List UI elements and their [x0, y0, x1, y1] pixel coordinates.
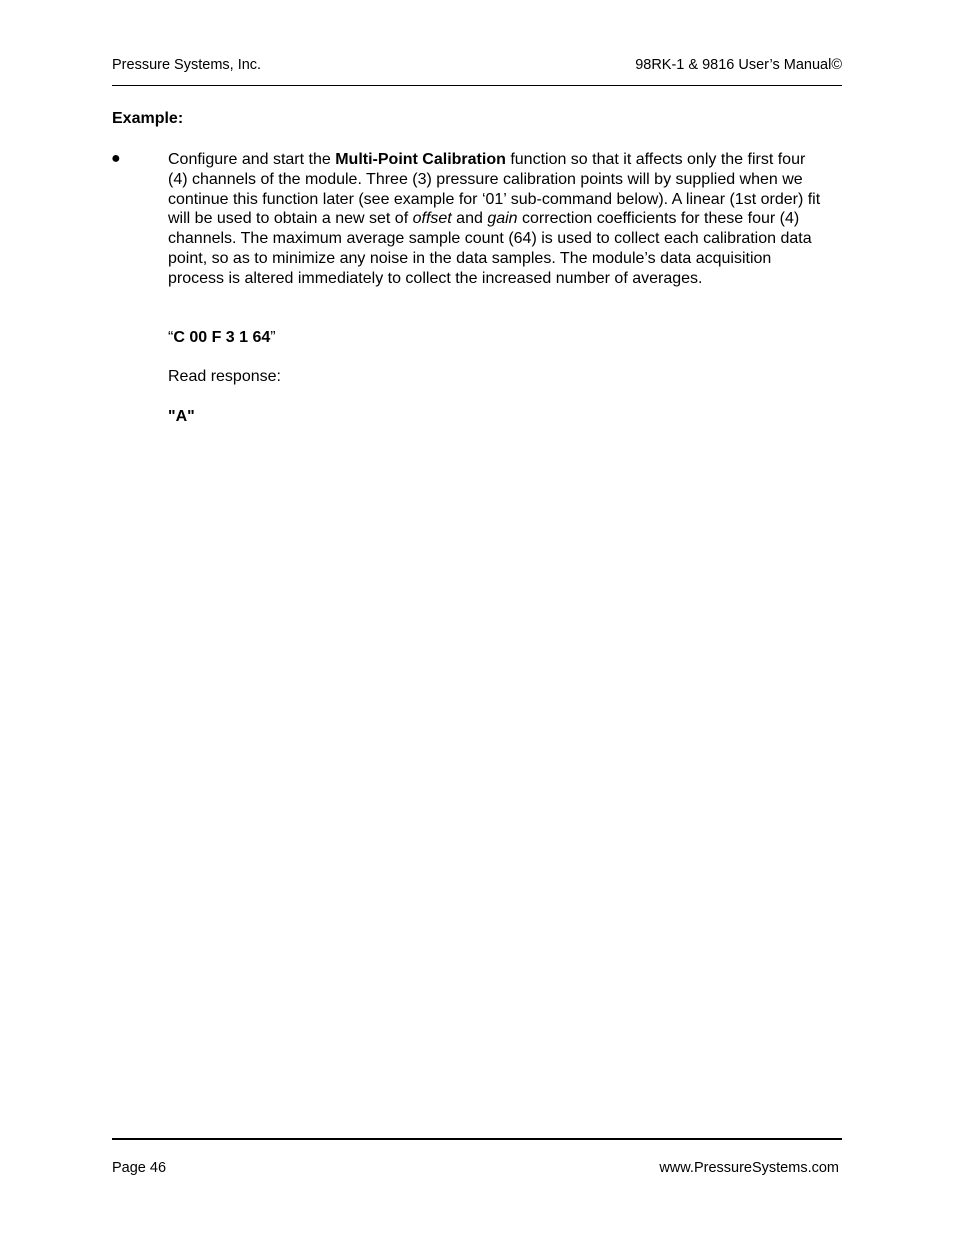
page-header	[112, 55, 842, 86]
para-text-1: Configure and start the	[168, 151, 336, 168]
para-text-2: function so that it affects only the first four (4) channels of the module. Three (3) pressure calibration points will by supplied when we continue this function later (see example for ‘01’ sub-command below). A linear (1st order) fit will be used to obtain a new set of	[168, 151, 821, 228]
page-footer	[112, 1138, 842, 1176]
read-response-label: Read response:	[168, 368, 281, 385]
command-example	[168, 329, 276, 347]
para-text-4: correction coefficients for these four (4) channels. The maximum average sample count (64) is used to collect each calibration data point, so as to minimize any noise in the data samples. The module’s data acquisition process is altered immediately to collect the increased number of averages.	[168, 210, 812, 287]
example-heading: Example:	[112, 110, 184, 127]
gain-term: gain	[487, 210, 518, 228]
multi-point-calibration-term: Multi-Point Calibration	[335, 151, 506, 168]
response-value: "A"	[168, 408, 195, 425]
header-company: Pressure Systems, Inc.	[112, 57, 262, 73]
command-text: C 00 F 3 1 64	[173, 329, 271, 346]
command-open-quote: “	[168, 329, 174, 346]
header-manual-title: 98RK-1 & 9816 User’s Manual©	[635, 57, 842, 73]
footer-page-number: Page 46	[112, 1160, 167, 1176]
offset-term: offset	[412, 210, 452, 228]
footer-website: www.PressureSystems.com	[659, 1160, 839, 1176]
example-paragraph	[168, 150, 828, 289]
bullet-icon: ●	[111, 150, 121, 167]
para-text-3: and	[451, 210, 488, 228]
command-close-quote: ”	[270, 329, 276, 346]
